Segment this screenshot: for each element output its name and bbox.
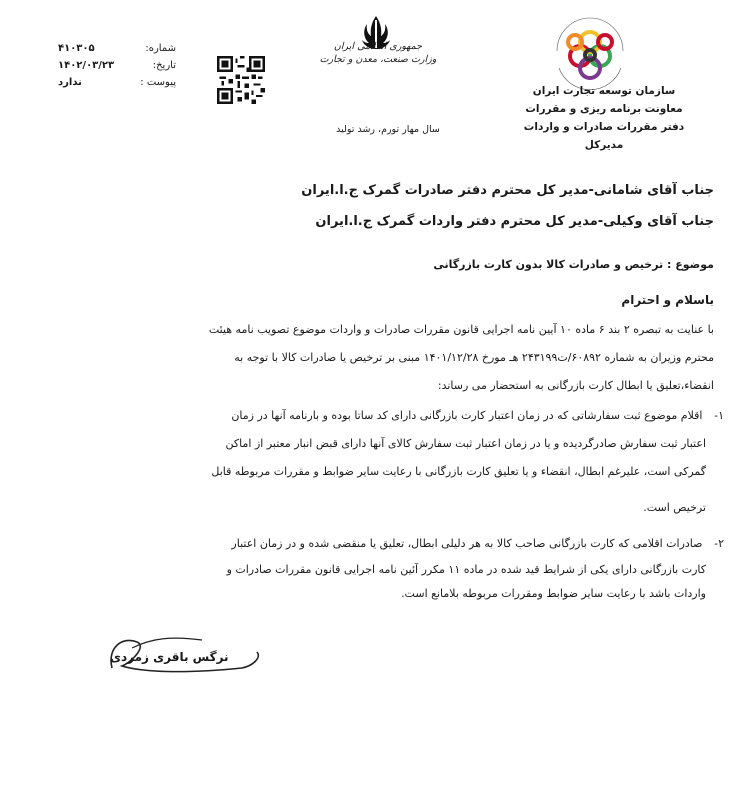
meta-number-row [58, 40, 176, 57]
subject-line: موضوع : ترخیص و صادرات کالا بدون کارت بازرگانی [433, 258, 714, 271]
item-1-line-3: گمرکی است، علیرغم ابطال، انقضاء و یا تعلیق کارت بازرگانی با رعایت سایر ضوابط و مقررات مربوطه قابل [211, 465, 706, 478]
gov-line-1: جمهوری اسلامی ایران [333, 41, 423, 52]
item-1-line-1 [42, 404, 724, 428]
item-2-line-3: واردات باشد با رعایت سایر ضوابط ومقررات مربوطه بلامانع است. [401, 587, 706, 600]
intro-line-2: محترم وزیران به شماره ۶۰۸۹۲/ت۲۴۳۱۹۹ هـ مورخ ۱۴۰۱/۱۲/۲۸ مبنی بر ترخیص یا صادرات کالا با توجه به [234, 351, 714, 364]
year-slogan: سال مهار تورم، رشد تولید [336, 124, 440, 135]
recipient-1: جناب آقای شامانی-مدیر کل محترم دفتر صادرات گمرک ج.ا.ایران [301, 183, 714, 198]
office-name: دفتر مقررات صادرات و واردات [523, 121, 685, 133]
number-value: ۴۱۰۳۰۵ [58, 43, 95, 54]
intro-line-1: با عنایت به تبصره ۲ بند ۶ ماده ۱۰ آیین نامه اجرایی قانون مقررات صادرات و واردات موضوع تصویب نامه هیئت [208, 323, 714, 336]
item-2-line-1 [42, 532, 724, 556]
item-2-text-1: صادرات اقلامی که کارت بازرگانی صاحب کالا به هر دلیلی ابطال، تعلیق یا منقضی شده و در زمان اعتبار [231, 537, 703, 550]
meta-date-row [58, 57, 176, 74]
item-1-line-4: ترخیص است. [643, 501, 706, 514]
attachment-label: پیوست : [140, 77, 176, 88]
item-1-number: ۱- [714, 409, 724, 422]
organization-name: سازمان توسعه تجارت ایران [532, 85, 676, 97]
item-2-line-2: کارت بازرگانی دارای یکی از شرایط قید شده در ماده ۱۱ مکرر آئین نامه اجرایی قانون مقررات صادرات و [226, 563, 706, 576]
item-1-line-2: اعتبار ثبت سفارش صادرگردیده و یا در زمان اعتبار ثبت سفارش کالای آنها دارای قبض انبار معتبر از اماکن [225, 437, 706, 450]
gov-line-2: وزارت صنعت، معدن و تجارت [319, 54, 437, 65]
attachment-value: ندارد [58, 77, 82, 88]
organization-title-block [484, 82, 724, 154]
item-2-number: ۲- [714, 537, 724, 550]
signatory-name: نرگس باقری زمردی [110, 650, 229, 664]
intro-line-3: انقضاء،تعلیق یا ابطال کارت بازرگانی به استحضار می رساند: [437, 379, 714, 392]
deputy-name: معاونت برنامه ریزی و مقررات [525, 103, 683, 115]
qr-code-icon [217, 56, 265, 104]
recipient-2: جناب آقای وکیلی-مدیر کل محترم دفتر واردات گمرک ج.ا.ایران [315, 214, 714, 229]
meta-attachment-row [58, 74, 176, 91]
item-1-text-1: اقلام موضوع ثبت سفارشاتی که در زمان اعتبار کارت بازرگانی دارای کد ساتا بوده و بارنامه آنها در زمان [231, 409, 703, 422]
role-title: مدیرکل [584, 139, 624, 151]
government-text [318, 40, 438, 66]
date-label: تاریخ: [152, 60, 176, 71]
number-label: شماره: [145, 43, 176, 54]
greeting: باسلام و احترام [621, 293, 714, 307]
date-value: ۱۴۰۲/۰۳/۲۳ [58, 60, 115, 71]
letter-meta [58, 40, 176, 91]
